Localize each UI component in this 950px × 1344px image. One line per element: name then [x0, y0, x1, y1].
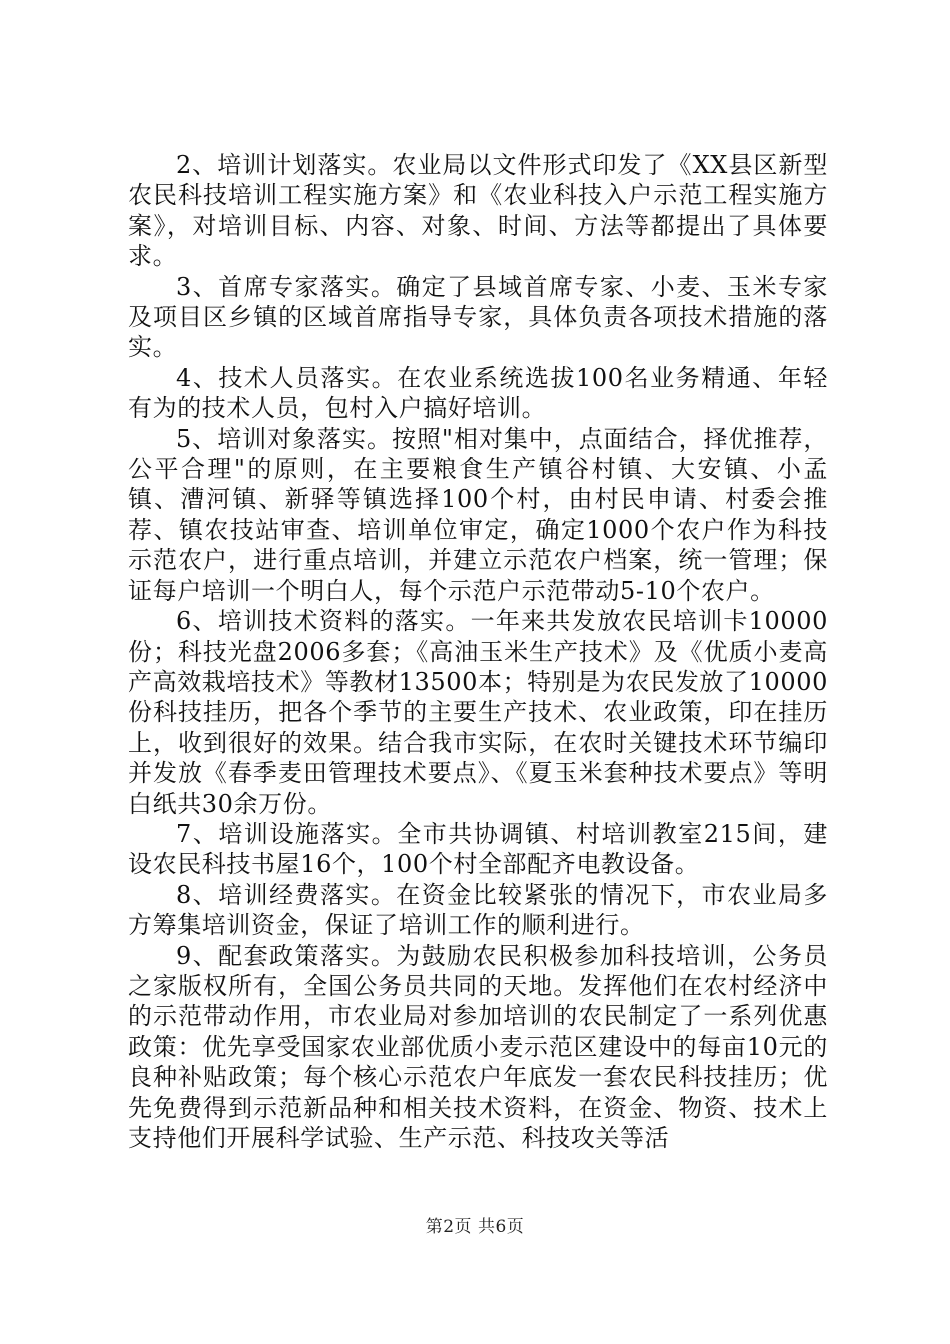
paragraph-training-facilities: 7、培训设施落实。全市共协调镇、村培训教室215间，建设农民科技书屋16个，100个村全部配齐电教设备。 — [128, 819, 828, 879]
paragraph-training-materials: 6、培训技术资料的落实。一年来共发放农民培训卡10000份；科技光盘2006多套；《高油玉米生产技术》及《优质小麦高产高效栽培技术》等教材13500本；特别是为农民发放了10000份科技挂历，把各个季节的主要生产技术、农业政策，印在挂历上，收到很好的效果。结合我市实际，在农时关键技术环节编印并发放《春季麦田管理技术要点》、《夏玉米套种技术要点》等明白纸共30余万份。 — [128, 607, 828, 818]
paragraph-technical-staff: 4、技术人员落实。在农业系统选拔100名业务精通、年轻有为的技术人员，包村入户搞好培训。 — [128, 363, 828, 423]
paragraph-training-funds: 8、培训经费落实。在资金比较紧张的情况下，市农业局多方筹集培训资金，保证了培训工作的顺利进行。 — [128, 880, 828, 940]
document-body — [128, 150, 828, 1153]
paragraph-chief-experts: 3、首席专家落实。确定了县域首席专家、小麦、玉米专家及项目区乡镇的区域首席指导专家，具体负责各项技术措施的落实。 — [128, 272, 828, 362]
paragraph-training-plan: 2、培训计划落实。农业局以文件形式印发了《XX县区新型农民科技培训工程实施方案》和《农业科技入户示范工程实施方案》，对培训目标、内容、对象、时间、方法等都提出了具体要求。 — [128, 151, 828, 271]
paragraph-supporting-policies: 9、配套政策落实。为鼓励农民积极参加科技培训，公务员之家版权所有，全国公务员共同的天地。发挥他们在农村经济中的示范带动作用，市农业局对参加培训的农民制定了一系列优惠政策：优先享受国家农业部优质小麦示范区建设中的每亩10元的良种补贴政策；每个核心示范农户年底发一套农民科技挂历；优先免费得到示范新品种和相关技术资料，在资金、物资、技术上支持他们开展科学试验、生产示范、科技攻关等活 — [128, 941, 828, 1152]
paragraph-training-targets: 5、培训对象落实。按照"相对集中，点面结合，择优推荐，公平合理"的原则，在主要粮食生产镇谷村镇、大安镇、小孟镇、漕河镇、新驿等镇选择100个村，由村民申请、村委会推荐、镇农技站审查、培训单位审定，确定1000个农户作为科技示范农户，进行重点培训，并建立示范农户档案，统一管理；保证每户培训一个明白人，每个示范户示范带动5-10个农户。 — [128, 424, 828, 605]
page-number-footer: 第2页 共6页 — [425, 1217, 525, 1237]
